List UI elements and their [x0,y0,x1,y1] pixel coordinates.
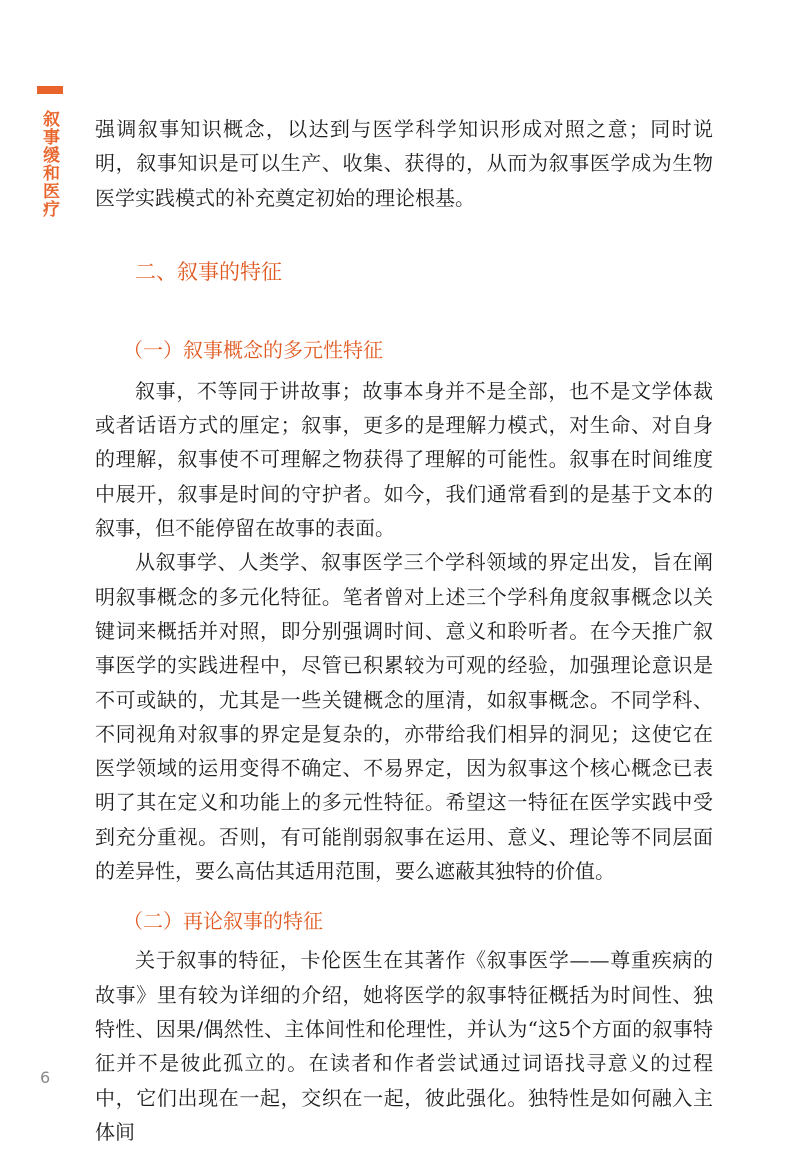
section-heading-wrap [135,256,713,296]
subsection-heading-1: （一）叙事概念的多元性特征 [123,337,383,362]
page-number: 6 [40,1068,51,1087]
body-paragraph-3: 关于叙事的特征，卡伦医生在其著作《叙事医学——尊重疾病的故事》里有较为详细的介绍，她将医学的叙事特征概括为时间性、独特性、因果/偶然性、主体间性和伦理性，并认为“这5个方面的叙事特征并不是彼此孤立的。在读者和作者尝试通过词语找寻意义的过程中，它们出现在一起，交织在一起，彼此强化。独特性是如何融入主体间 [95,948,713,1144]
subsection-heading-wrap-1 [123,334,713,374]
page-body [95,112,713,1149]
running-header-title: 叙事缓和医疗 [39,110,59,218]
body-paragraph-2: 从叙事学、人类学、叙事医学三个学科领域的界定出发，旨在阐明叙事概念的多元化特征。笔者曾对上述三个学科角度叙事概念以关键词来概括并对照，即分别强调时间、意义和聆听者。在今天推广叙事医学的实践进程中，尽管已积累较为可观的经验，加强理论意识是不可或缺的，尤其是一些关键概念的厘清，如叙事概念。不同学科、不同视角对叙事的界定是复杂的，亦带给我们相异的洞见；这使它在医学领域的运用变得不确定、不易界定，因为叙事这个核心概念已表明了其在定义和功能上的多元性特征。希望这一特征在医学实践中受到充分重视。否则，有可能削弱叙事在运用、意义、理论等不同层面的差异性，要么高估其适用范围，要么遮蔽其独特的价值。 [95,550,713,884]
subsection-heading-wrap-2 [123,905,713,941]
intro-paragraph: 强调叙事知识概念，以达到与医学科学知识形成对照之意；同时说明，叙事知识是可以生产、收集、获得的，从而为叙事医学成为生物医学实践模式的补充奠定初始的理论根基。 [95,117,713,210]
body-paragraph-1: 叙事，不等同于讲故事；故事本身并不是全部，也不是文学体裁或者话语方式的厘定；叙事，更多的是理解力模式，对生命、对自身的理解，叙事使不可理解之物获得了理解的可能性。叙事在时间维度中展开，叙事是时间的守护者。如今，我们通常看到的是基于文本的叙事，但不能停留在故事的表面。 [95,378,713,541]
section-heading: 二、叙事的特征 [135,259,282,284]
subsection-heading-2: （二）再论叙事的特征 [123,909,323,934]
header-accent-bar [37,86,63,94]
